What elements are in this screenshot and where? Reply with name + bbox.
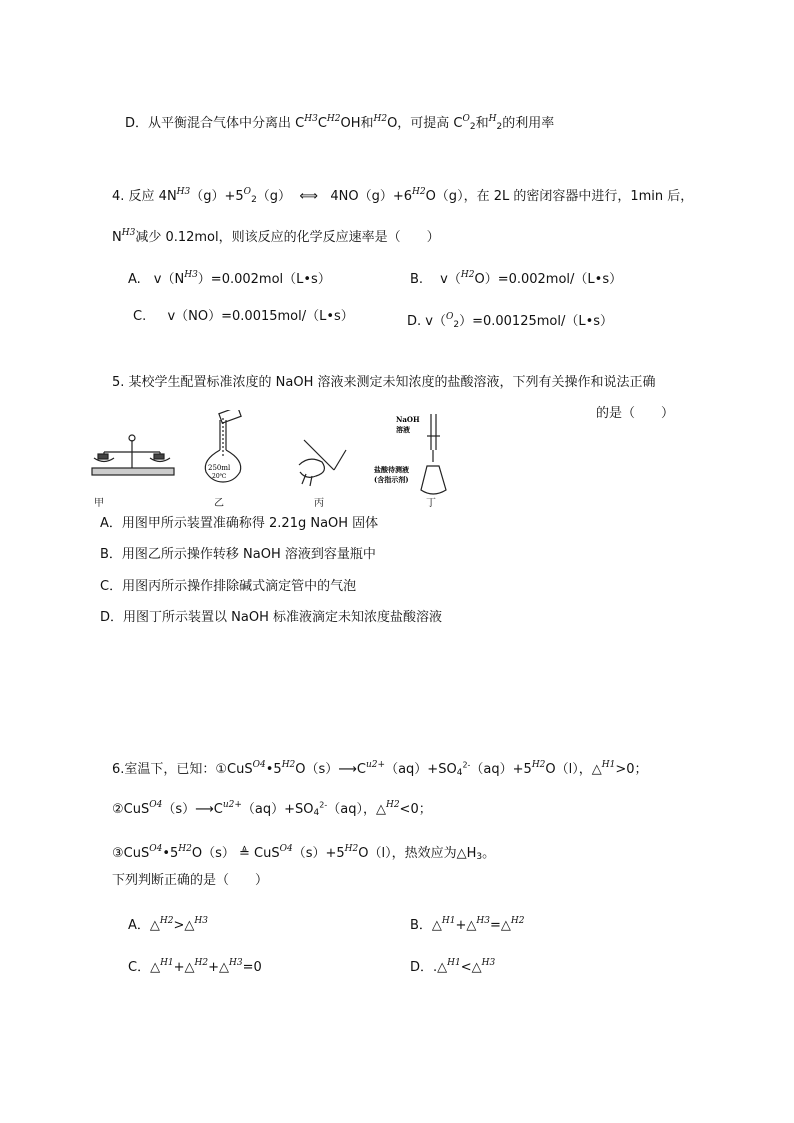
q5-option-d: D．用图丁所示装置以 NaOH 标准液滴定未知浓度盐酸溶液 xyxy=(100,610,442,625)
fig-label-jia: 甲 xyxy=(94,498,104,509)
solution-label: 溶液 xyxy=(396,425,410,434)
fig-label-bing: 丙 xyxy=(314,498,324,509)
q5-stem: 5. 某校学生配置标准浓度的 NaOH 溶液来测定未知浓度的盐酸溶液，下列有关操作和说法正确 xyxy=(112,375,656,390)
q6-stem-line2: $②CuS^{O4}(s)⟶C^{u2+}(aq)+SO_4^{2-}(aq)$，△$^{H2}$<0； xyxy=(112,800,432,818)
q6-option-c: C．△$^{H1}$+△$^{H2}$+△$^{H3}$=0 xyxy=(128,958,262,975)
q6-option-a: A．△$^{H2}$>△$^{H3}$ xyxy=(128,916,208,933)
q5-option-b: B．用图乙所示操作转移 NaOH 溶液到容量瓶中 xyxy=(100,547,376,562)
q4-stem-line2: $N^{H3}$减少 0.12mol，则该反应的化学反应速率是（ ） xyxy=(112,228,440,245)
acid-label: 盐酸待测液 xyxy=(374,465,409,474)
q4-option-b: B. v（$^{H2}$O）=0.002mol/（L•s） xyxy=(410,270,623,287)
q4-stem-line1: 4. 反应 $4N^{H3}(g)+5^O_2(g)$ ⟺ $4NO(g)+6^{H2}O(g)$，在 2L 的密闭容器中进行，1min 后， xyxy=(112,187,694,205)
fig-label-ding: 丁 xyxy=(426,498,436,509)
q6-option-b: B．△$^{H1}$+△$^{H3}$=△$^{H2}$ xyxy=(410,916,525,933)
naoh-label: NaOH xyxy=(396,415,420,424)
q5-figure xyxy=(84,410,450,510)
q5-stem-tail: 的是（ ） xyxy=(596,406,675,421)
indicator-label: (含指示剂) xyxy=(374,475,409,484)
q4-option-a: A. $v(N^{H3})=0.002mol(L•s)$ xyxy=(128,270,331,287)
titration-drawing xyxy=(421,414,446,494)
q3-option-d: D．从平衡混合气体中分离出 $C^{H3}C^{H2}OH$和$^{H2}$O，可提高 $C^O_2$和$^H_2$的利用率 xyxy=(125,114,555,132)
flask-volume-label: 250ml xyxy=(208,464,231,472)
fig-label-yi: 乙 xyxy=(214,498,224,509)
flask-temp-label: 20℃ xyxy=(212,473,227,480)
q6-ask: 下列判断正确的是（ ） xyxy=(112,873,269,888)
q4-option-c: C. v（NO）=0.0015mol/（L•s） xyxy=(133,309,354,324)
q6-stem-line3: $③CuS^{O4}•5^{H2}O(s)$ ≜ $CuS^{O4}(s)+5^{H2}O(l)$，热效应为$\triangle H_3$。 xyxy=(112,844,496,862)
q5-option-c: C．用图丙所示操作排除碱式滴定管中的气泡 xyxy=(100,579,357,594)
balance-drawing xyxy=(92,435,174,475)
q4-option-d: D. v（$^O_2$）=0.00125mol/（L•s） xyxy=(407,312,614,330)
burette-bubble-drawing xyxy=(299,440,346,486)
q6-option-d: D．.△$^{H1}$<△$^{H3}$ xyxy=(410,958,496,975)
apparatus-illustration xyxy=(84,410,450,510)
q5-option-a: A．用图甲所示装置准确称得 2.21g NaOH 固体 xyxy=(100,516,379,531)
q6-stem-line1: 6.室温下，已知：$①CuS^{O4}•5^{H2}O(s)⟶C^{u2+}(aq)+SO_4^{2-}(aq)+5^{H2}O(l)$，△$^{H1}$>0； xyxy=(112,760,648,778)
